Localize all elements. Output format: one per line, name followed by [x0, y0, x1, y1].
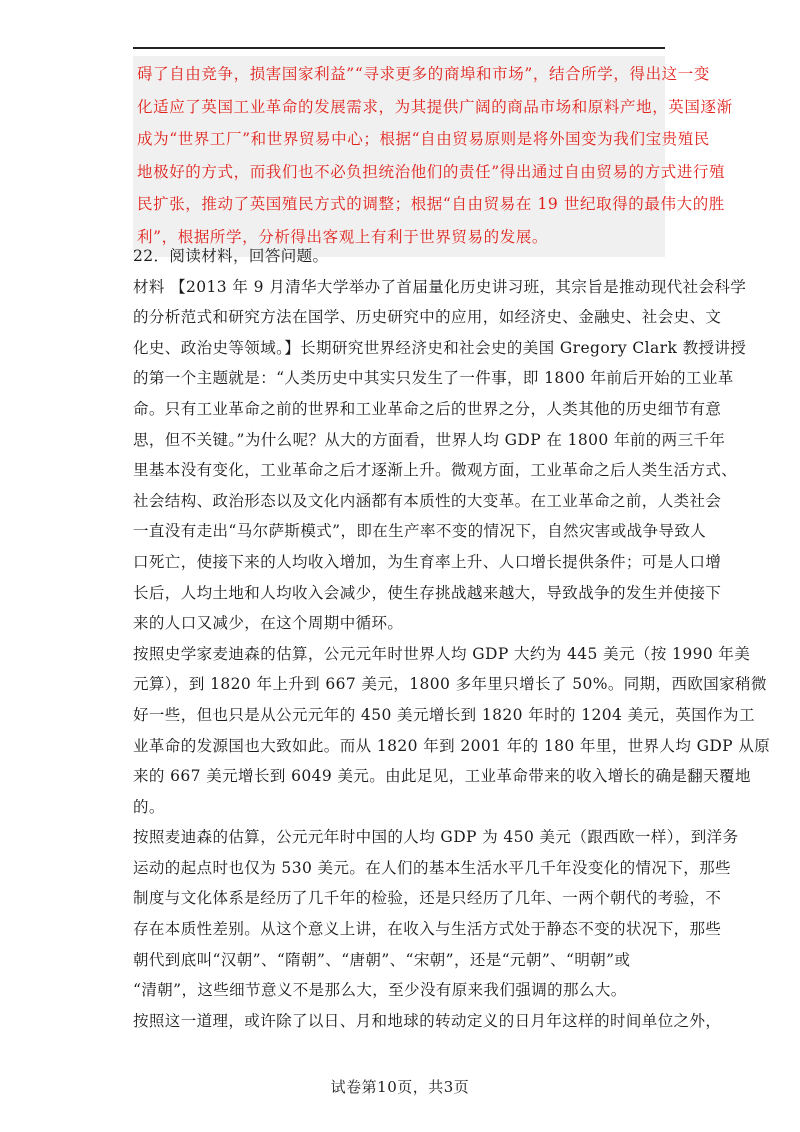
material-line: “清朝”，这些细节意义不是那么大，至少没有原来我们强调的那么大。	[133, 981, 627, 1000]
question-22-body	[133, 241, 771, 1036]
material-line: 好一些，但也只是从公元元年的 450 美元增长到 1820 年时的 1204 美元，英国作为工	[133, 705, 755, 724]
material-line: 长后，人均土地和人均收入会减少，使生存挑战越来越大，导致战争的发生并使接下	[133, 583, 722, 602]
material-line: 来的 667 美元增长到 6049 美元。由此足见，工业革命带来的收入增长的确是翻天覆地	[133, 767, 751, 786]
material-line: 存在本质性差别。从这个意义上讲，在收入与生活方式处于静态不变的状况下，那些	[133, 920, 722, 939]
answer-line: 化适应了英国工业革命的发展需求，为其提供广阔的商品市场和原料产地，英国逐渐	[137, 97, 733, 116]
material-line: 命。只有工业革命之前的世界和工业革命之后的世界之分，人类其他的历史细节有意	[133, 399, 722, 418]
material-line: 的分析范式和研究方法在国学、历史研究中的应用，如经济史、金融史、社会史、文	[133, 308, 722, 327]
material-line: 思，但不关键。”为什么呢？从大的方面看，世界人均 GDP 在 1800 年前的两三千年	[133, 430, 726, 449]
material-line: 按照史学家麦迪森的估算，公元元年时世界人均 GDP 大约为 445 美元（按 1990 年美	[133, 644, 751, 663]
material-line: 朝代到底叫“汉朝”、“隋朝”、“唐朝”、“宋朝”，还是“元朝”、“明朝”或	[133, 950, 631, 969]
material-line: 社会结构、政治形态以及文化内涵都有本质性的大变革。在工业革命之前，人类社会	[133, 491, 722, 510]
material-line: 材料 【2013 年 9 月清华大学举办了首届量化历史讲习班，其宗旨是推动现代社会科学	[133, 277, 747, 296]
material-line: 制度与文化体系是经历了几千年的检验，还是只经历了几年、一两个朝代的考验，不	[133, 889, 722, 908]
material-line: 里基本没有变化，工业革命之后才逐渐上升。微观方面，工业革命之后人类生活方式、	[133, 461, 738, 480]
material-line: 化史、政治史等领域。】长期研究世界经济史和社会史的美国 Gregory Clark 教授讲授	[133, 338, 747, 357]
material-line: 口死亡，使接下来的人均收入增加，为生育率上升、人口增长提供条件；可是人口增	[133, 552, 722, 571]
page-footer: 试卷第10页，共3页	[330, 1078, 470, 1096]
material-line: 运动的起点时也仅为 530 美元。在人们的基本生活水平几千年没变化的情况下，那些	[133, 858, 731, 877]
material-line: 来的人口又减少，在这个周期中循环。	[133, 614, 404, 633]
material-line: 按照麦迪森的估算，公元元年时中国的人均 GDP 为 450 美元（跟西欧一样），到洋务	[133, 828, 739, 847]
question-heading: 22．阅读材料，回答问题。	[133, 247, 329, 265]
material-line: 的第一个主题就是：“人类历史中其实只发生了一件事，即 1800 年前后开始的工业革	[133, 369, 734, 388]
material-line: 一直没有走出“马尔萨斯模式”，即在生产率不变的情况下，自然灾害或战争导致人	[133, 522, 707, 541]
top-divider	[133, 47, 665, 49]
answer-line: 民扩张，推动了英国殖民方式的调整；根据“自由贸易在 19 世纪取得的最伟大的胜	[137, 195, 725, 213]
answer-line: 成为“世界工厂”和世界贸易中心；根据“自由贸易原则是将外国变为我们宝贵殖民	[137, 130, 710, 148]
material-line: 业革命的发源国也大致如此。而从 1820 年到 2001 年的 180 年里，世界人均 GDP 从原	[133, 736, 771, 755]
answer-line: 地极好的方式，而我们也不必负担统治他们的责任”得出通过自由贸易的方式进行殖	[137, 162, 726, 181]
material-line: 元算），到 1820 年上升到 667 美元，1800 多年里只增长了 50%。同期，西欧国家稍微	[133, 675, 767, 694]
answer-analysis-block	[133, 56, 733, 257]
material-line: 的。	[133, 797, 165, 816]
answer-line: 碍了自由竞争，损害国家利益”“寻求更多的商埠和市场”，结合所学，得出这一变	[137, 65, 710, 83]
material-line: 按照这一道理，或许除了以日、月和地球的转动定义的日月年这样的时间单位之外，	[133, 1011, 722, 1030]
answer-line: 利”，根据所学，分析得出客观上有利于世界贸易的发展。	[137, 227, 549, 246]
